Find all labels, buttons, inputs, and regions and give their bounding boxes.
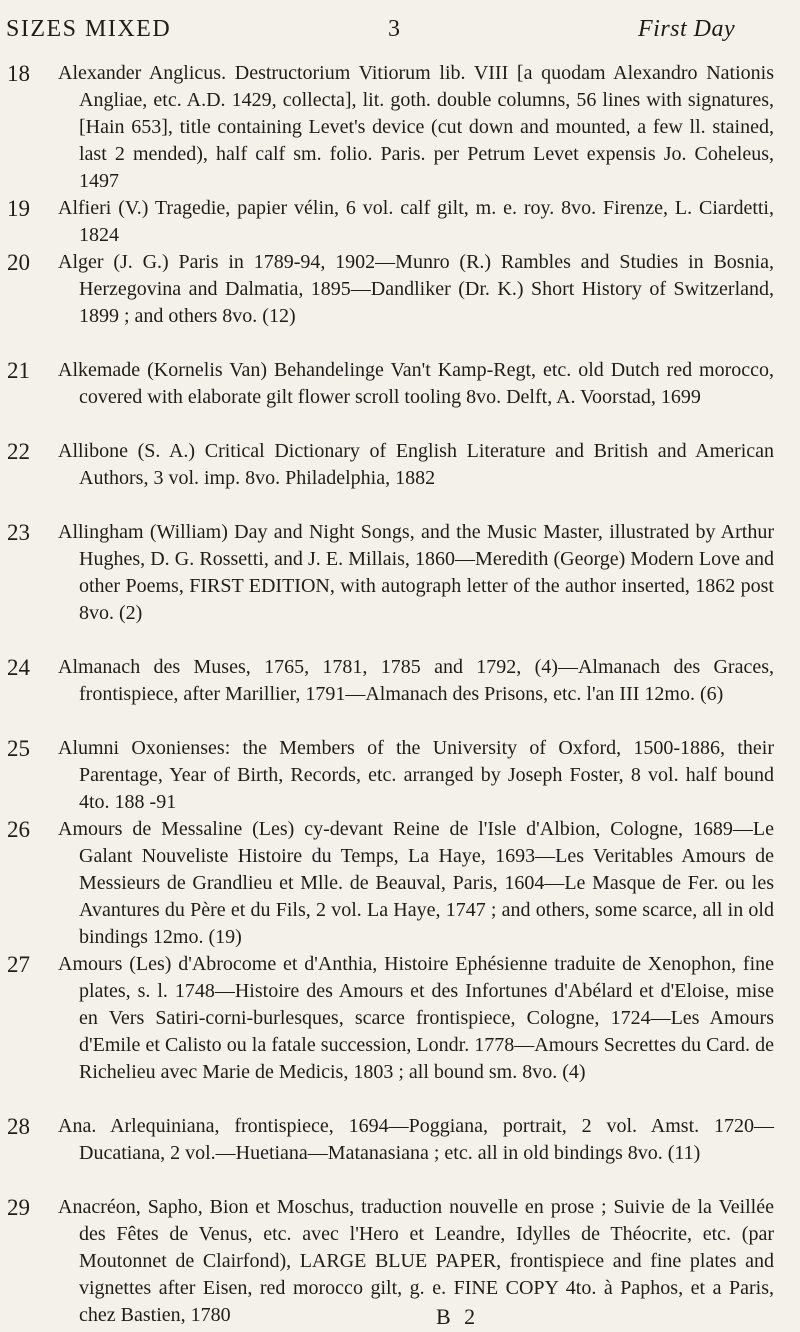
header-section-title: SIZES MIXED <box>6 16 172 42</box>
lot-number: 19 <box>7 196 30 221</box>
lot-description: Anacréon, Sapho, Bion et Moschus, traduction nouvelle en prose ; Suivie de la Veillée des Fêtes de Venus, etc. avec l'Hero et Leandre, Idylles de Théocrite, etc. (par Moutonnet de Clairfond), LARGE BLUE PAPER, frontispiece and fine plates and vignettes after Eisen, red morocco gilt, g. e. FINE COPY 4to. à Paphos, et a Paris, chez Bastien, 1780 <box>58 1196 774 1326</box>
lot-number: 18 <box>7 61 30 86</box>
lot-description: Alexander Anglicus. Destructorium Vitiorum lib. VIII [a quodam Alexandro Nationis Angliae, etc. A.D. 1429, collecta], lit. goth. double columns, 56 lines with signatures, [Hain 653], title containing Levet's device (cut down and mounted, a few ll. stained, last 2 mended), half calf sm. folio. Paris. per Petrum Levet expensis Jo. Coheleus, 1497 <box>58 62 774 192</box>
lot-number: 26 <box>7 817 30 842</box>
lot-description: Alger (J. G.) Paris in 1789-94, 1902—Munro (R.) Rambles and Studies in Bosnia, Herzegovina and Dalmatia, 1895—Dandliker (Dr. K.) Short History of Switzerland, 1899 ; and others 8vo. (12) <box>58 251 774 327</box>
header-day-title: First Day <box>638 16 736 42</box>
lot-description: Ana. Arlequiniana, frontispiece, 1694—Poggiana, portrait, 2 vol. Amst. 1720—Ducatiana, 2 vol.—Huetiana—Matanasiana ; etc. all in old bindings 8vo. (11) <box>58 1115 774 1164</box>
page-header <box>0 16 800 56</box>
lot-number: 28 <box>7 1114 30 1139</box>
lot-description: Almanach des Muses, 1765, 1781, 1785 and 1792, (4)—Almanach des Graces, frontispiece, after Marillier, 1791—Almanach des Prisons, etc. l'an III 12mo. (6) <box>58 656 774 705</box>
lot-description: Alkemade (Kornelis Van) Behandelinge Van't Kamp-Regt, etc. old Dutch red morocco, covered with elaborate gilt flower scroll tooling 8vo. Delft, A. Voorstad, 1699 <box>58 359 774 408</box>
lot-number: 24 <box>7 655 30 680</box>
lot-description: Allingham (William) Day and Night Songs, and the Music Master, illustrated by Arthur Hughes, D. G. Rossetti, and J. E. Millais, 1860—Meredith (George) Modern Love and other Poems, FIRST EDITION, with autograph letter of the author inserted, 1862 post 8vo. (2) <box>58 521 774 624</box>
lot-number: 29 <box>7 1195 30 1220</box>
lot-number: 21 <box>7 358 30 383</box>
lot-number: 25 <box>7 736 30 761</box>
lot-number: 22 <box>7 439 30 464</box>
lot-description: Alfieri (V.) Tragedie, papier vélin, 6 vol. calf gilt, m. e. roy. 8vo. Firenze, L. Ciardetti, 1824 <box>58 197 774 246</box>
lot-number: 23 <box>7 520 30 545</box>
lot-description: Amours de Messaline (Les) cy-devant Reine de l'Isle d'Albion, Cologne, 1689—Le Galant Nouveliste Histoire du Temps, La Haye, 1693—Les Veritables Amours de Messieurs de Grandlieu et Mlle. de Beauval, Paris, 1604—Le Masque de Fer. ou les Avantures du Père et du Fils, 2 vol. La Haye, 1747 ; and others, some scarce, all in old bindings 12mo. (19) <box>58 818 774 948</box>
lot-description: Amours (Les) d'Abrocome et d'Anthia, Histoire Ephésienne traduite de Xenophon, fine plates, s. l. 1748—Histoire des Amours et des Infortunes d'Abélard et d'Eloise, mise en Vers Satiri-corni-burlesques, scarce frontispiece, Cologne, 1724—Les Amours d'Emile et Calisto ou la fatale succession, Londr. 1778—Amours Secrettes du Card. de Richelieu avec Marie de Medicis, 1803 ; all bound sm. 8vo. (4) <box>58 953 774 1083</box>
lot-number: 27 <box>7 952 30 977</box>
lot-number: 20 <box>7 250 30 275</box>
lot-description: Allibone (S. A.) Critical Dictionary of English Literature and British and American Authors, 3 vol. imp. 8vo. Philadelphia, 1882 <box>58 440 774 489</box>
header-page-number: 3 <box>388 16 402 42</box>
lot-description: Alumni Oxonienses: the Members of the University of Oxford, 1500-1886, their Parentage, Year of Birth, Records, etc. arranged by Joseph Foster, 8 vol. half bound 4to. 188 -91 <box>58 737 774 813</box>
signature-mark: B 2 <box>436 1304 480 1329</box>
